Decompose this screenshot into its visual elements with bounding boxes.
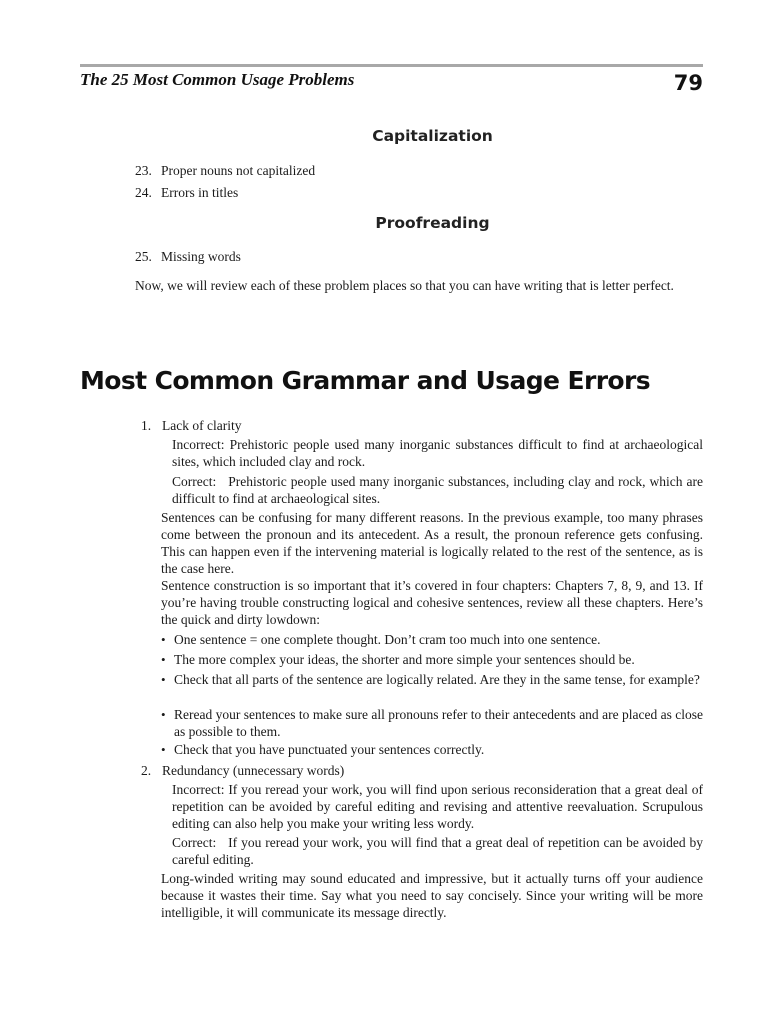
bullet-item: • Check that all parts of the sentence are logically related. Are they in the same tense, for example? bbox=[161, 672, 700, 687]
running-head: The 25 Most Common Usage Problems bbox=[80, 70, 355, 89]
bullet-dot-icon: • bbox=[161, 742, 166, 757]
bullet-item: • The more complex your ideas, the shorter and more simple your sentences should be. bbox=[161, 652, 635, 667]
incorrect-label: Incorrect: bbox=[172, 437, 225, 452]
incorrect-label: Incorrect: bbox=[172, 782, 225, 797]
body-paragraph: Sentence construction is so important that it’s covered in four chapters: Chapters 7, 8, 9, and 13. If you’re having trouble constructing logical and cohesive sentences, review all these chapters. Here’s the quick and dirty lowdown: bbox=[161, 578, 703, 627]
bullet-dot-icon: • bbox=[161, 707, 166, 722]
correct-example: Correct: Prehistoric people used many inorganic substances, including clay and rock, which are difficult to find at archaeological sites. bbox=[172, 474, 704, 506]
error-number: 1. bbox=[141, 418, 152, 433]
incorrect-example: Incorrect: Prehistoric people used many inorganic substances difficult to find at archaeological sites, which included clay and rock. bbox=[172, 437, 704, 469]
bullet-item: • Check that you have punctuated your sentences correctly. bbox=[161, 742, 485, 757]
body-paragraph: Long-winded writing may sound educated and impressive, but it actually turns off your audience because it wastes their time. Say what you need to say concisely. Since your writing will be more intelligible, it will communicate its message directly. bbox=[161, 871, 703, 920]
list-item: 23. Proper nouns not capitalized bbox=[135, 163, 316, 178]
page-number: 79 bbox=[673, 71, 703, 95]
intro-paragraph: Now, we will review each of these problem places so that you can have writing that is letter perfect. bbox=[135, 278, 674, 293]
list-item: 24. Errors in titles bbox=[135, 185, 239, 200]
list-item: 25. Missing words bbox=[135, 249, 241, 264]
bullet-item: • One sentence = one complete thought. Don’t cram too much into one sentence. bbox=[161, 632, 601, 647]
bullet-item: • Reread your sentences to make sure all pronouns refer to their antecedents and are placed as close as possible to them. bbox=[161, 707, 703, 739]
bullet-dot-icon: • bbox=[161, 652, 166, 667]
bullet-dot-icon: • bbox=[161, 632, 166, 647]
header-rule bbox=[80, 64, 703, 67]
section-title: Most Common Grammar and Usage Errors bbox=[80, 366, 651, 395]
body-paragraph: Sentences can be confusing for many different reasons. In the previous example, too many phrases come between the pronoun and its antecedent. As a result, the pronoun reference gets confusing. This can happen even if the intervening material is logically related to the rest of the sentence, as is the case here. bbox=[161, 510, 703, 576]
bullet-dot-icon: • bbox=[161, 672, 166, 687]
capitalization-heading: Capitalization bbox=[372, 127, 493, 145]
error-number: 2. bbox=[141, 763, 152, 778]
error-title: Lack of clarity bbox=[162, 418, 242, 433]
correct-label: Correct: bbox=[172, 835, 217, 850]
correct-label: Correct: bbox=[172, 474, 217, 489]
correct-example: Correct: If you reread your work, you will find that a great deal of repetition can be avoided by careful editing. bbox=[172, 835, 703, 867]
error-title: Redundancy (unnecessary words) bbox=[162, 763, 345, 778]
proofreading-heading: Proofreading bbox=[375, 214, 490, 232]
incorrect-example: Incorrect: If you reread your work, you will find upon serious reconsideration that a great deal of repetition can be avoided by careful editing and revising and attentive reevaluation. Scrupulous editing can also help you make your writing less wordy. bbox=[172, 782, 704, 831]
